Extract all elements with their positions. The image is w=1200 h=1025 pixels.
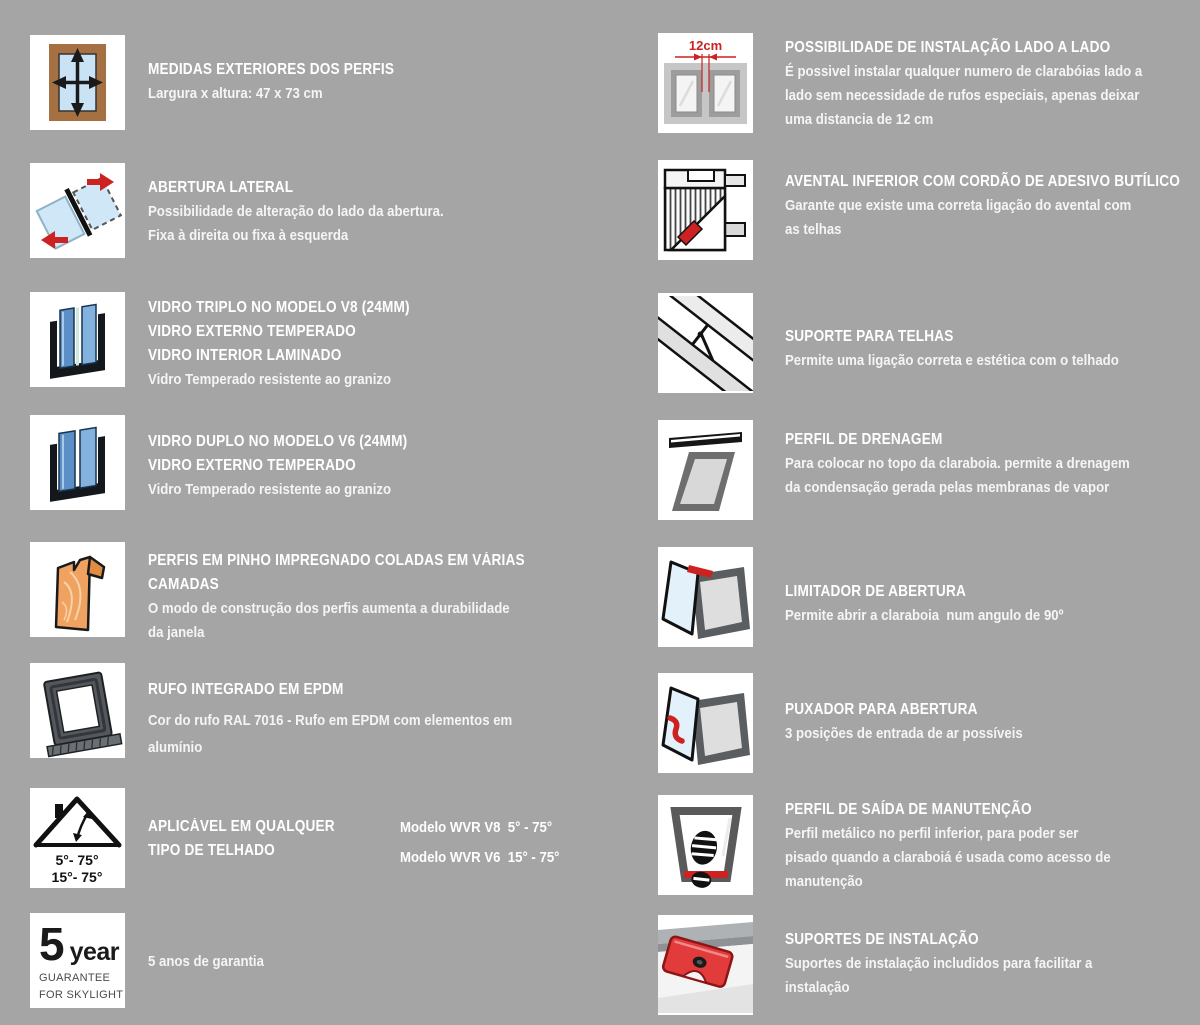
feature-avental-inferior <box>658 160 1200 260</box>
feature-title-line: CAMADAS <box>148 576 219 593</box>
feature-body-line: Possibilidade de alteração do lado da abertura. <box>148 203 444 220</box>
feature-aplicavel-telhado <box>30 788 360 888</box>
feature-garantia <box>30 913 280 1008</box>
feature-body-line: Garante que existe uma correta ligação do avental com <box>785 197 1132 214</box>
opening-limiter-icon <box>658 547 753 647</box>
feature-title-line: VIDRO DUPLO NO MODELO V6 (24MM) <box>148 433 408 450</box>
feature-title-line: VIDRO INTERIOR LAMINADO <box>148 347 342 364</box>
feature-body-line: Permite uma ligação correta e estética com o telhado <box>785 352 1119 369</box>
model-specs <box>400 813 559 873</box>
feature-body-line: Permite abrir a claraboia num angulo de 90º <box>785 607 1064 624</box>
feature-body-line: uma distancia de 12 cm <box>785 111 934 128</box>
feature-title-line: SUPORTES DE INSTALAÇÃO <box>785 931 979 948</box>
feature-perfis-pinho <box>30 542 576 645</box>
feature-rufo-epdm <box>30 663 562 761</box>
feature-body-line: as telhas <box>785 221 842 238</box>
drainage-profile-icon <box>658 420 753 520</box>
gap-dimension-label: 12cm <box>688 37 723 53</box>
feature-body-line: Suportes de instalação includidos para facilitar a <box>785 955 1093 972</box>
feature-title-line: VIDRO EXTERNO TEMPERADO <box>148 457 356 474</box>
model-spec-line: Modelo WVR V6 15° - 75° <box>400 849 560 866</box>
feature-perfil-saida-manutencao <box>658 795 1155 895</box>
five-year-guarantee-icon <box>30 913 125 1008</box>
feature-title-line: ABERTURA LATERAL <box>148 179 294 196</box>
feature-title-line: AVENTAL INFERIOR COM CORDÃO DE ADESIVO BUTÍLICO <box>785 173 1181 190</box>
feature-body-line: Vidro Temperado resistente ao granizo <box>148 481 392 498</box>
feature-body-line: 5 anos de garantia <box>148 953 264 970</box>
feature-limitador-abertura <box>658 547 1101 647</box>
feature-title-line: PERFIL DE SAÍDA DE MANUTENÇÃO <box>785 801 1032 818</box>
triple-glazing-icon <box>30 292 125 387</box>
feature-body-line: Para colocar no topo da claraboia. permite a drenagem <box>785 455 1130 472</box>
double-glazing-icon <box>30 415 125 510</box>
feature-body-line: É possivel instalar qualquer numero de clarabóias lado a <box>785 63 1143 80</box>
badge-subline: FOR SKYLIGHT <box>39 988 124 1001</box>
feature-title-line: LIMITADOR DE ABERTURA <box>785 583 967 600</box>
roof-pitch-range-v8: 5°- 75° <box>55 852 99 868</box>
feature-body-line: da janela <box>148 624 205 641</box>
window-measure-icon <box>30 35 125 130</box>
feature-suportes-instalacao <box>658 915 1134 1015</box>
feature-body-line: da condensação gerada pelas membranas de vapor <box>785 479 1110 496</box>
maintenance-exit-icon <box>658 795 753 895</box>
feature-body-line: pisado quando a claraboiá é usada como acesso de <box>785 849 1111 866</box>
feature-vidro-duplo <box>30 415 443 510</box>
feature-suporte-telhas <box>658 293 1164 393</box>
feature-body-line: manutenção <box>785 873 863 890</box>
feature-body-line: O modo de construção dos perfis aumenta a durabilidade <box>148 600 510 617</box>
feature-title-line: APLICÁVEL EM QUALQUER <box>148 818 335 835</box>
feature-body-line: alumínio <box>148 739 203 756</box>
feature-title-line: RUFO INTEGRADO EM EPDM <box>148 681 344 698</box>
badge-subline: GUARANTEE <box>39 971 111 984</box>
feature-body-line: Vidro Temperado resistente ao granizo <box>148 371 392 388</box>
feature-title-line: PUXADOR PARA ABERTURA <box>785 701 978 718</box>
opening-handle-icon <box>658 673 753 773</box>
feature-medidas-exteriores <box>30 35 428 130</box>
badge-unit: year <box>69 937 120 966</box>
feature-body-line: Largura x altura: 47 x 73 cm <box>148 85 323 102</box>
five-year-badge <box>30 913 125 1008</box>
epdm-flashing-icon <box>30 663 125 758</box>
feature-title-line: PERFIL DE DRENAGEM <box>785 431 943 448</box>
roof-pitch-icon <box>30 788 125 888</box>
model-spec-line: Modelo WVR V8 5° - 75° <box>400 819 553 836</box>
feature-body-line: Fixa à direita ou fixa à esquerda <box>148 227 349 244</box>
side-opening-icon <box>30 163 125 258</box>
feature-title-line: MEDIDAS EXTERIORES DOS PERFIS <box>148 61 395 78</box>
feature-body-line: 3 posições de entrada de ar possíveis <box>785 725 1023 742</box>
side-by-side-install-icon <box>658 33 753 133</box>
feature-body-line: Perfil metálico no perfil inferior, para poder ser <box>785 825 1079 842</box>
feature-title-line: VIDRO EXTERNO TEMPERADO <box>148 323 356 340</box>
feature-title-line: SUPORTE PARA TELHAS <box>785 328 954 345</box>
feature-instalacao-lado-a-lado <box>658 33 1191 133</box>
roof-pitch-range-v6: 15°- 75° <box>51 869 103 885</box>
install-brackets-icon <box>658 915 753 1015</box>
feature-vidro-triplo <box>30 292 445 392</box>
feature-body-line: lado sem necessidade de rufos especiais, apenas deixar <box>785 87 1140 104</box>
badge-number: 5 <box>39 917 65 970</box>
feature-title-line: VIDRO TRIPLO NO MODELO V8 (24MM) <box>148 299 410 316</box>
pine-wood-icon <box>30 542 125 637</box>
feature-perfil-drenagem <box>658 420 1177 520</box>
feature-title-line: PERFIS EM PINHO IMPREGNADO COLADAS EM VÁRIAS <box>148 552 525 569</box>
feature-title-line: TIPO DE TELHADO <box>148 842 275 859</box>
tile-support-icon <box>658 293 753 393</box>
feature-title-line: POSSIBILIDADE DE INSTALAÇÃO LADO A LADO <box>785 39 1111 56</box>
feature-puxador-abertura <box>658 673 1055 773</box>
butyl-apron-icon <box>658 160 753 260</box>
feature-body-line: instalação <box>785 979 850 996</box>
feature-abertura-lateral <box>30 163 484 258</box>
feature-body-line: Cor do rufo RAL 7016 - Rufo em EPDM com elementos em <box>148 712 513 729</box>
